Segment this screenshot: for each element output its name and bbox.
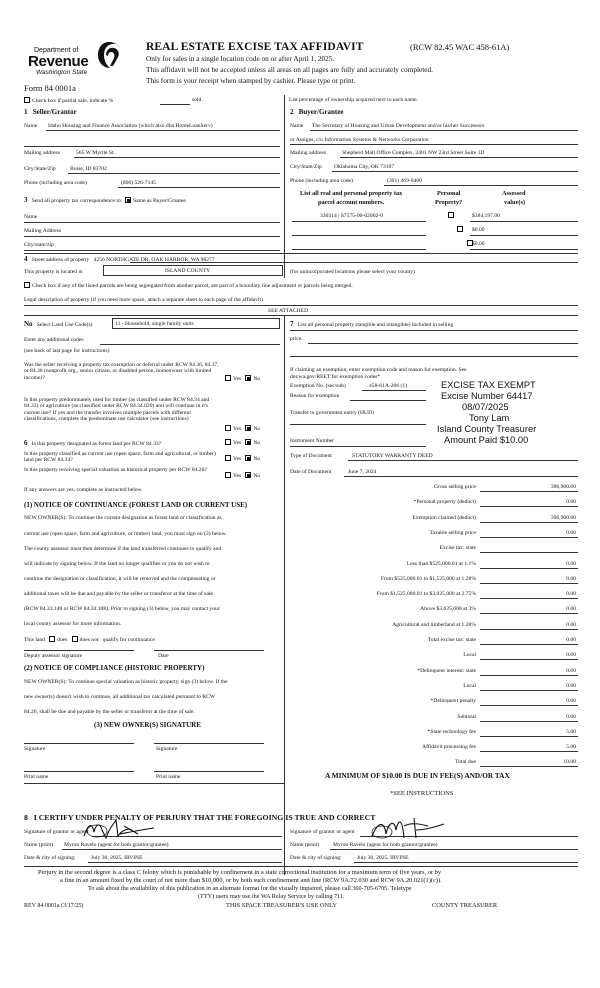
deputy-date-label: Date: [158, 653, 169, 659]
land-use-row: No Select Land Use Code(s): [24, 320, 93, 328]
if-yes-label: If any answers are yes, complete as instructed below.: [24, 487, 143, 493]
compliance-line-3: 84.26, shall be due and payable by the seller or transferor at the time of sale.: [24, 709, 195, 715]
assessed-heading-2: value(s): [504, 199, 525, 206]
q1-yes-no: Yes No: [225, 375, 260, 382]
buyer-phone-label: Phone (including area code): [290, 178, 353, 184]
rev-number: REV 84 0001a (3/17/25): [24, 903, 84, 909]
grantor-signature-label: Signature of grantor or agent: [24, 829, 89, 835]
compliance-line-1: NEW OWNER(S): To continue special valuation as historic property, sign (3) below. If the: [24, 679, 228, 685]
calc-row-label: From $1,525,000.01 to $3,025,000 at 2.75%: [376, 591, 476, 597]
stamp-line-6: Amount Paid $10.00: [444, 435, 529, 445]
correspondence-row: 3 Send all property tax correspondence to: Same as Buyer/Grantee: [24, 196, 186, 204]
q1-yes-checkbox[interactable]: [225, 375, 231, 381]
calc-row-underline: [480, 736, 578, 737]
seller-name[interactable]: Idaho Housing and Finance Association (which also dba HomeLoanServ): [48, 123, 213, 129]
continuance-line-6: additional taxes will be due and payable by the seller or transferor at the time of sale.: [24, 591, 215, 597]
q1-no-checkbox[interactable]: [245, 375, 251, 381]
instrument-label: Instrument Number: [290, 438, 334, 444]
calc-row-label: Gross selling price: [434, 484, 476, 490]
property-street[interactable]: 4256 NORTHGATE DR, OAK HARBOR, WA 98277: [93, 257, 215, 263]
assessed-value-2[interactable]: $0.00: [472, 227, 485, 233]
parcel-heading-2: parcel account numbers.: [318, 199, 385, 206]
calc-row-label: *Delinquent penalty: [430, 698, 476, 704]
calc-row-value[interactable]: 10.00: [563, 759, 576, 765]
calc-row-value[interactable]: 0.00: [566, 637, 576, 643]
personal-checkbox-1[interactable]: [448, 212, 454, 218]
doc-type-label: Type of Document: [290, 453, 332, 459]
calc-row-underline: [480, 705, 578, 706]
q4-no-checkbox[interactable]: [245, 455, 251, 461]
continuance-line-8: local county assessor for more information.: [24, 621, 122, 627]
personal-property-label-2: price.: [290, 336, 303, 342]
continuance-line-5: continue the designation or classification, it will be removed and the compensating or: [24, 576, 216, 582]
historic-question: Is this property receiving special valuation as historical property per RCW 84.26?: [24, 467, 207, 473]
grantee-date-label: Date & city of signing:: [290, 855, 342, 861]
buyer-name[interactable]: The Secretary of Housing and Urban Development and/or his/her Successors: [312, 123, 485, 129]
calc-row-underline: [480, 766, 578, 767]
assessed-value-1[interactable]: $384,197.00: [472, 213, 500, 219]
exemption-no[interactable]: 458-61A-206 (1): [369, 383, 408, 389]
calc-row-label: Local: [463, 683, 476, 689]
continuance-line-1: NEW OWNER(S): To continue the current designation as forest land or classification as: [24, 515, 222, 521]
stamp-line-3: 08/07/2025: [462, 402, 509, 412]
buyer-name-label: Name: [290, 123, 304, 129]
calc-row-value[interactable]: 0.00: [566, 530, 576, 536]
continuance-line-4: will indicate by signing below. If the land no longer qualifies or you do not wish to: [24, 561, 210, 567]
new-owner-signature-label-2: Signature: [156, 746, 178, 752]
q5-yes-checkbox[interactable]: [225, 472, 231, 478]
land-use-code: 11 - Household, single family units: [115, 321, 194, 327]
calc-row-underline: [480, 629, 578, 630]
stamp-line-4: Tony Lam: [469, 413, 510, 423]
perjury-line-1: Perjury in the second degree is a class C felony which is punishable by confinement in a state correctional institution for a maximum term of five years, or by: [38, 869, 442, 876]
stamp-line-2: Excise Number 64417: [441, 391, 533, 401]
calc-row-underline: [480, 598, 578, 599]
perjury-line-3: To ask about the availability of this publication in an alternate format for the visually impaired, please call 360-705-6705. Teletype: [88, 885, 412, 892]
this-land-row: This land does does not qualify for continuance: [24, 637, 155, 643]
calc-row-label: *Personal property (deduct): [413, 499, 476, 505]
see-instructions-note: *SEE INSTRUCTIONS: [390, 790, 454, 797]
q4-yes-no: Yes No: [225, 455, 260, 462]
calc-row-value[interactable]: 0.00: [566, 576, 576, 582]
parcel-row-1: 330314 | S7575-00-02002-0: [320, 213, 383, 219]
buyer-city[interactable]: Oklahoma City, OK 73107: [334, 164, 395, 170]
doc-type[interactable]: STATUTORY WARRANTY DEED: [352, 453, 433, 459]
dor-logo-icon: [96, 40, 122, 70]
calc-row-underline: [480, 690, 578, 691]
perjury-line-2: a fine in an amount fixed by the court of not more than $10,000, or by both such confinement and fine (RCW 9A.72.030 and RCW 9A.20.021(1)(c)).: [60, 877, 442, 884]
seller-address[interactable]: 565 W Myrtle St.: [76, 150, 115, 156]
partial-sale-label: Check box if partial sale, indicate %: [32, 98, 114, 104]
county-treasurer-label: COUNTY TREASURER: [432, 902, 498, 909]
seller-city-label: City/State/Zip: [24, 166, 56, 172]
corr-name-label: Name: [24, 214, 38, 220]
calc-row-underline: [480, 552, 578, 553]
calc-row-value[interactable]: 0.00: [566, 561, 576, 567]
calc-row-underline: [480, 675, 578, 676]
calc-row-value[interactable]: 396,900.00: [550, 484, 576, 490]
minimum-due-note: A MINIMUM OF $10.00 IS DUE IN FEE(S) AND/OR TAX: [325, 771, 510, 780]
buyer-phone[interactable]: (301) 469-0400: [387, 178, 422, 184]
grantor-name[interactable]: Myron Ravelo (agent for both grantor/grantee): [64, 842, 169, 848]
forest-question-row: 6 Is this property designated as forest land per RCW 84.33?: [24, 439, 162, 447]
header-line-1: Only for sales in a single location code on or after April 1, 2025.: [146, 54, 335, 63]
exemption-question: Was the seller receiving a property tax exemption or deferral under RCW 84.36, 84.37, or 84.38 (nonprofit org., senior citizen, or disabled person, homeowner with limited income)?: [24, 362, 219, 381]
calc-row-label: Exemption claimed (deduct): [412, 515, 476, 521]
calc-row-label: Less than $525,000.01 at 1.1%: [406, 561, 476, 567]
calc-row-value[interactable]: 0.00: [566, 698, 576, 704]
buyer-name-2[interactable]: or Assigns, c/o Information Systems & Networks Corporation: [290, 137, 429, 143]
partial-sold-label: sold.: [192, 97, 203, 103]
calc-row-label: Total due: [455, 759, 476, 765]
calc-row-value[interactable]: 0.00: [566, 622, 576, 628]
calc-row-underline: [480, 568, 578, 569]
grantor-date-label: Date & city of signing:: [24, 855, 76, 861]
exemption-intro-1: If claiming an exemption, enter exemption code and reason for exemption. See: [290, 367, 467, 373]
compliance-title: (2) NOTICE OF COMPLIANCE (HISTORIC PROPERTY): [24, 664, 205, 672]
segregated-row: Check box if any of the listed parcels are being segregated from another parcel, are part of a boundary line adjustment or parcels being merged.: [24, 282, 353, 289]
calc-row-value[interactable]: 0.00: [566, 499, 576, 505]
calc-row-value[interactable]: 0.00: [566, 606, 576, 612]
calc-row-label: Agricultural and timberland at 1.28%: [392, 622, 476, 628]
q5-no-checkbox[interactable]: [245, 472, 251, 478]
buyer-address[interactable]: Shepherd Mall Office Complex, 2401 NW 23rd Street Suite 1D: [342, 150, 485, 156]
calc-row-label: Affidavit processing fee: [422, 744, 476, 750]
seller-city[interactable]: Boise, ID 83702: [70, 166, 107, 172]
county-value: ISLAND COUNTY: [165, 268, 211, 274]
q5-yes-no: Yes No: [225, 472, 260, 479]
stamp-line-1: EXCISE TAX EXEMPT: [441, 380, 536, 390]
certify-heading: 8 I CERTIFY UNDER PENALTY OF PERJURY THAT THE FOREGOING IS TRUE AND CORRECT: [24, 813, 376, 822]
seller-name-label: Name: [24, 123, 38, 129]
does-checkbox[interactable]: [49, 636, 55, 642]
q3-yes-checkbox[interactable]: [225, 439, 231, 445]
legal-description[interactable]: SEE ATTACHED: [268, 308, 309, 314]
grantee-signature-label: Signature of grantor or agent: [290, 829, 355, 835]
calc-row-underline: [480, 506, 578, 507]
grantee-signature-image: [368, 812, 448, 842]
seller-heading: 1 Seller/Grantor: [24, 108, 77, 116]
buyer-city-label: City/State/Zip: [290, 164, 322, 170]
see-back-label: (see back of last page for instructions): [24, 348, 110, 354]
dept-revenue: Revenue: [28, 53, 89, 70]
continuance-line-2: current use (open space, farm and agriculture, or timber) land, you must sign on (3) below.: [24, 531, 227, 537]
calc-row-underline: [480, 522, 578, 523]
continuance-line-3: The county assessor must then determine if the land transferred continues to qualify and: [24, 546, 222, 552]
q3-yes-no: Yes No: [225, 439, 260, 446]
q2-no-checkbox[interactable]: [245, 425, 251, 431]
located-label: This property is located in: [24, 269, 83, 275]
q2-yes-no: Yes No: [225, 425, 260, 432]
grantor-date[interactable]: July 30, 2025, IRVINE: [91, 855, 143, 861]
same-as-buyer-checkbox[interactable]: [125, 197, 131, 203]
personal-heading-1: Personal: [437, 190, 461, 197]
seller-phone[interactable]: (800) 526-7145: [121, 180, 156, 186]
calc-row-label: Total excise tax: state: [427, 637, 476, 643]
calc-row-value[interactable]: 0.00: [566, 652, 576, 658]
seller-phone-label: Phone (including area code): [24, 180, 87, 186]
print-name-label-1: Print name: [24, 774, 49, 780]
calc-row-value[interactable]: 0.00: [566, 591, 576, 597]
calc-row-underline: [480, 613, 578, 614]
property-street-row: 4 Street address of property 4256 NORTHGATE DR, OAK HARBOR, WA 98277: [24, 255, 215, 263]
exemption-no-label: Exemption No. (sec/sub): [290, 383, 346, 389]
doc-date[interactable]: June 7, 2024: [348, 469, 377, 475]
exemption-reason-label: Reason for exemption: [290, 393, 340, 399]
q4-yes-checkbox[interactable]: [225, 455, 231, 461]
new-owner-signature-label-1: Signature: [24, 746, 46, 752]
perjury-line-4: (TTY) users may use the WA Relay Service by calling 711.: [198, 893, 345, 900]
legal-label: Legal description of property (if you need more space, attach a separate sheet to each page of the affidavit): [24, 297, 263, 303]
calc-row-underline: [480, 583, 578, 584]
form-title: REAL ESTATE EXCISE TAX AFFIDAVIT: [146, 41, 364, 53]
additional-codes-label: Enter any additional codes: [24, 337, 84, 343]
calc-row-label: *Delinquent interest: state: [417, 668, 476, 674]
grantee-name-label: Name (print): [290, 842, 320, 848]
corr-address-label: Mailing Address: [24, 228, 62, 234]
dept-state: Washington State: [36, 69, 88, 76]
continuance-title: (1) NOTICE OF CONTINUANCE (FOREST LAND OR CURRENT USE): [24, 501, 248, 509]
segregated-checkbox[interactable]: [24, 282, 30, 288]
header-line-3: This form is your receipt when stamped by cashier. Please type or print.: [146, 76, 356, 85]
calc-row-value[interactable]: 0.00: [566, 668, 576, 674]
parcel-heading-1: List all real and personal property tax: [300, 190, 403, 197]
q2-yes-checkbox[interactable]: [225, 425, 231, 431]
calc-row-underline: [480, 491, 578, 492]
calc-row-label: Above $3,025,000 at 3%: [420, 606, 476, 612]
q3-no-checkbox[interactable]: [245, 439, 251, 445]
calc-row-underline: [480, 644, 578, 645]
calc-row-value[interactable]: 5.00: [566, 729, 576, 735]
grantor-signature-image: [80, 816, 160, 842]
grantor-name-label: Name (print): [24, 842, 54, 848]
assessed-value-3[interactable]: $0.00: [472, 241, 485, 247]
assessed-heading-1: Assessed: [502, 190, 526, 197]
calc-row-value[interactable]: 0.00: [566, 683, 576, 689]
does-not-checkbox[interactable]: [72, 636, 78, 642]
new-owner-signature-title: (3) NEW OWNER(S) SIGNATURE: [94, 721, 201, 729]
continuance-line-7: (RCW 84.33.140 or RCW 84.34.108). Prior to signing (3) below, you may contact your: [24, 606, 220, 612]
current-use-question: Is this property classified as current use (open space, farm and agricultural, or timber) land per RCW 84.34?: [24, 451, 216, 464]
deputy-signature-label: Deputy assessor signature: [24, 653, 83, 659]
grantee-name[interactable]: Myron Ravelo (agent for both grantor/grantee): [333, 842, 438, 848]
grantee-date[interactable]: July 30, 2025, IRVINE: [357, 855, 409, 861]
doc-date-label: Date of Document: [290, 469, 332, 475]
personal-property-row: 7 List all personal property (tangible and intangible) included in selling: [290, 320, 454, 328]
calc-row-underline: [480, 751, 578, 752]
calc-row-value[interactable]: 5.00: [566, 744, 576, 750]
calc-row-label: Subtotal: [457, 714, 476, 720]
treasurer-use-label: THIS SPACE TREASURER'S USE ONLY: [226, 902, 337, 909]
ownership-label: List percentage of ownership acquired next to each name.: [289, 97, 419, 103]
calc-row-underline: [480, 537, 578, 538]
timber-question: Is this property predominately used for timber (as classified under RCW 84.34 and 84.33) or agriculture (as classified under RCW 84.34.020) and will continue in it's current use? If yes and the transfer involves multiple parcels with different classifications, complete the predominate use calculator (see instructions): [24, 397, 210, 423]
compliance-line-2: new owner(s) doesn't wish to continue, all additional tax calculated pursuant to RCW: [24, 694, 215, 700]
print-name-label-2: Print name: [156, 774, 181, 780]
buyer-heading: 2 Buyer/Grantee: [290, 108, 344, 116]
dept-top: Department of: [34, 47, 79, 54]
calc-row-label: *State technology fee: [427, 729, 476, 735]
stamp-line-5: Island County Treasurer: [437, 424, 537, 434]
calc-row-label: Taxable selling price: [429, 530, 476, 536]
calc-row-underline: [480, 659, 578, 660]
personal-heading-2: Property?: [435, 199, 463, 206]
calc-row-label: From $525,000.01 to $1,525,000 at 1.28%: [380, 576, 476, 582]
partial-sale-checkbox[interactable]: [24, 97, 30, 103]
exemption-transfer[interactable]: Transfer to government entity (HUD): [290, 410, 374, 416]
exemption-intro-2: dor.wa.gov/REET for exemption codes*: [290, 374, 381, 380]
calc-row-label: Local: [463, 652, 476, 658]
unincorporated-note: (for unincorporated locations please select your county): [290, 269, 415, 275]
calc-row-underline: [480, 721, 578, 722]
partial-sale-row: [24, 97, 113, 104]
form-title-ref: (RCW 82.45 WAC 458-61A): [410, 42, 510, 52]
calc-row-value[interactable]: 396,900.00: [550, 515, 576, 521]
seller-address-label: Mailing address: [24, 150, 60, 156]
buyer-address-label: Mailing address: [290, 150, 326, 156]
form-number: Form 84 0001a: [24, 83, 76, 93]
calc-row-label: Excise tax: state: [439, 545, 476, 551]
calc-row-value[interactable]: 0.00: [566, 714, 576, 720]
header-line-2: This affidavit will not be accepted unless all areas on all pages are fully and accurately completed.: [146, 65, 433, 74]
personal-checkbox-2[interactable]: [457, 226, 463, 232]
corr-city-label: City/state/zip: [24, 242, 54, 248]
